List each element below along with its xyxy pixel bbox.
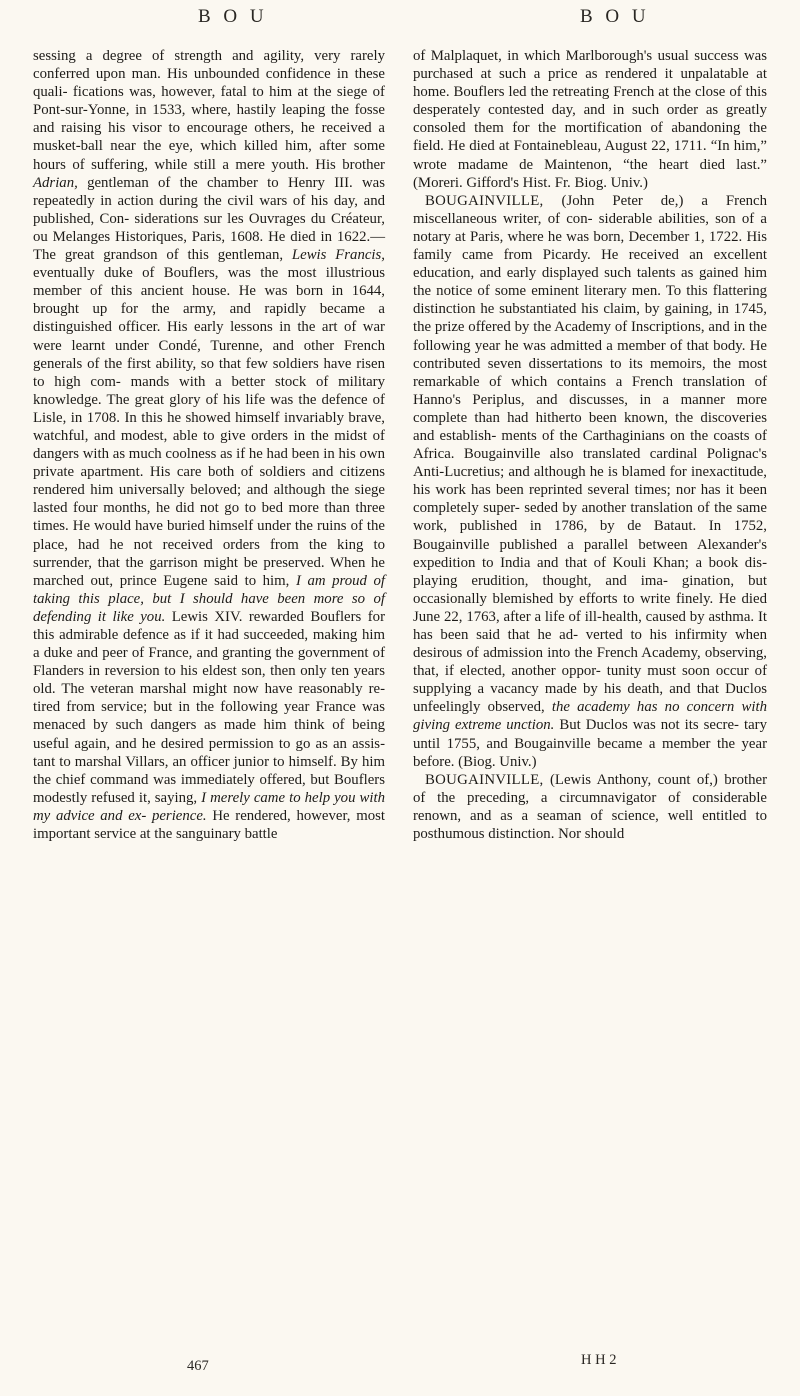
running-headers	[0, 6, 800, 36]
name-lewis-francis: Lewis Francis,	[291, 247, 385, 264]
entry-headword: BOUGAINVILLE,	[425, 192, 544, 209]
page-number: 467	[187, 1358, 209, 1374]
quote-bouflers: I merely came to help you with my advice and ex- perience.	[33, 789, 385, 824]
running-head-right: B O U	[580, 6, 650, 27]
name-adrian: Adrian,	[33, 174, 78, 191]
running-head-left: B O U	[198, 6, 268, 27]
entry-headword: BOUGAINVILLE,	[425, 771, 544, 788]
entry-bougainville-lewis-anthony: BOUGAINVILLE, (Lewis Anthony, count of,) brother of the preceding, a circumnavigator of considerable renown, and as a seaman of science, well entitled to posthumous distinction. Nor should	[413, 771, 767, 843]
left-column	[33, 47, 385, 843]
entry-bouflers-end: of Malplaquet, in which Marlborough's usual success was purchased at such a price as rendered it unpalatable at home. Bouflers led the retreating French at the close of this desperately contested day, and in such order as greatly consoled them for the mortification of abandoning the field. He died at Fontainebleau, August 22, 1711. “In him,” wrote madame de Maintenon, “the heart died last.” (Moreri. Gifford's Hist. Fr. Biog. Univ.)	[413, 48, 767, 191]
quote-eugene: I am proud of taking this place, but I should have been more so of defending it like you.	[33, 572, 386, 625]
quote-duclos: the academy has no concern with giving extreme unction.	[413, 699, 768, 734]
entry-bouflers-continued: sessing a degree of strength and agility, very rarely conferred upon man. His unbounded confidence in these quali- fications was, however, fatal to him at the siege of Pont-sur-Yonne, in 1533, where, hastily leaping the fosse and raising his visor to encourage others, he received a musket-ball near the eye, which killed him, after some hours of suffering, while still a mere youth. His brother Adrian, gentleman of the chamber to Henry III. was repeatedly in action during the civil wars of his day, and published, Con- siderations sur les Ouvrages du Créateur, ou Melanges Historiques, Paris, 1608. He died in 1622.—The great grandson of this gentleman, Lewis Francis, eventually duke of Bouflers, was the most illustrious member of this ancient house. He was born in 1644, brought up for the army, and rapidly became a distinguished officer. His early lessons in the art of war were learnt under Condé, Turenne, and other French generals of the first ability, so that few soldiers have risen to high com- mands with a better stock of military knowledge. The great glory of his life was the defence of Lisle, in 1708. In this he showed himself invariably brave, watchful, and modest, able to give orders in the midst of dangers with as much coolness as if he had been in his own private apartment. His care both of soldiers and citizens rendered him universally beloved; and although the siege lasted four months, he did not go to bed more than three times. He would have buried himself under the ruins of the place, had he not received orders from the king to surrender, that the garrison might be preserved. When he marched out, prince Eugene said to him, I am proud of taking this place, but I should have been more so of defending it like you. Lewis XIV. rewarded Bouflers for this admirable defence as if it had succeeded, making him a duke and peer of France, and granting the government of Flanders in reversion to his eldest son, then only ten years old. The veteran marshal might now have reasonably re- tired from service; but in the following year France was menaced by such dangers as made him think of being useful again, and he desired permission to go as an assis- tant to marshal Villars, an officer junior to himself. By him the chief command was immediately offered, but Bouflers modestly refused it, saying, I merely came to help you with my advice and ex- perience. He rendered, however, most important service at the sanguinary battle	[33, 48, 386, 843]
entry-bougainville-john-peter: BOUGAINVILLE, (John Peter de,) a French miscellaneous writer, of con- siderable abilities, son of a notary at Paris, where he was born, December 1, 1722. His family came from Picardy. He received an excellent education, and early displayed such talents as gained him the notice of some eminent literary men. To this flattering distinction he substantiated his claim, by gaining, in 1745, the prize offered by the Academy of Inscriptions, and in the following year he was admitted a member of that body. He contributed seven dissertations to its memoirs, the most remarkable of which contains a French translation of Hanno's Periplus, and discusses, in a manner more complete than had hitherto been known, the discoveries and establish- ments of the Carthaginians on the coasts of Africa. Bougainville also translated cardinal Polignac's Anti-Lucretius; and although he is blamed for inexactitude, his work has been reprinted several times; nor has it been completely super- seded by another translation of the same work, published in 1786, by de Bataut. In 1752, Bougainville published a parallel between Alexander's expedition to India and that of Kouli Khan; a book dis- playing erudition, thought, and ima- gination, but occasionally blemished by efforts to write finely. He died June 22, 1763, after a life of ill-health, caused by asthma. It has been said that he ad- verted to his infirmity when desirous of admission into the French Academy, observing, that, if elected, another oppor- tunity must soon occur of supplying a vacancy made by his death, and that Duclos unfeelingly observed, the academy has no concern with giving extreme unction. But Duclos was not its secre- tary until 1755, and Bougainville became a member the year before. (Biog. Univ.)	[413, 192, 768, 770]
right-column	[413, 47, 767, 843]
signature-mark: H H 2	[581, 1352, 617, 1368]
